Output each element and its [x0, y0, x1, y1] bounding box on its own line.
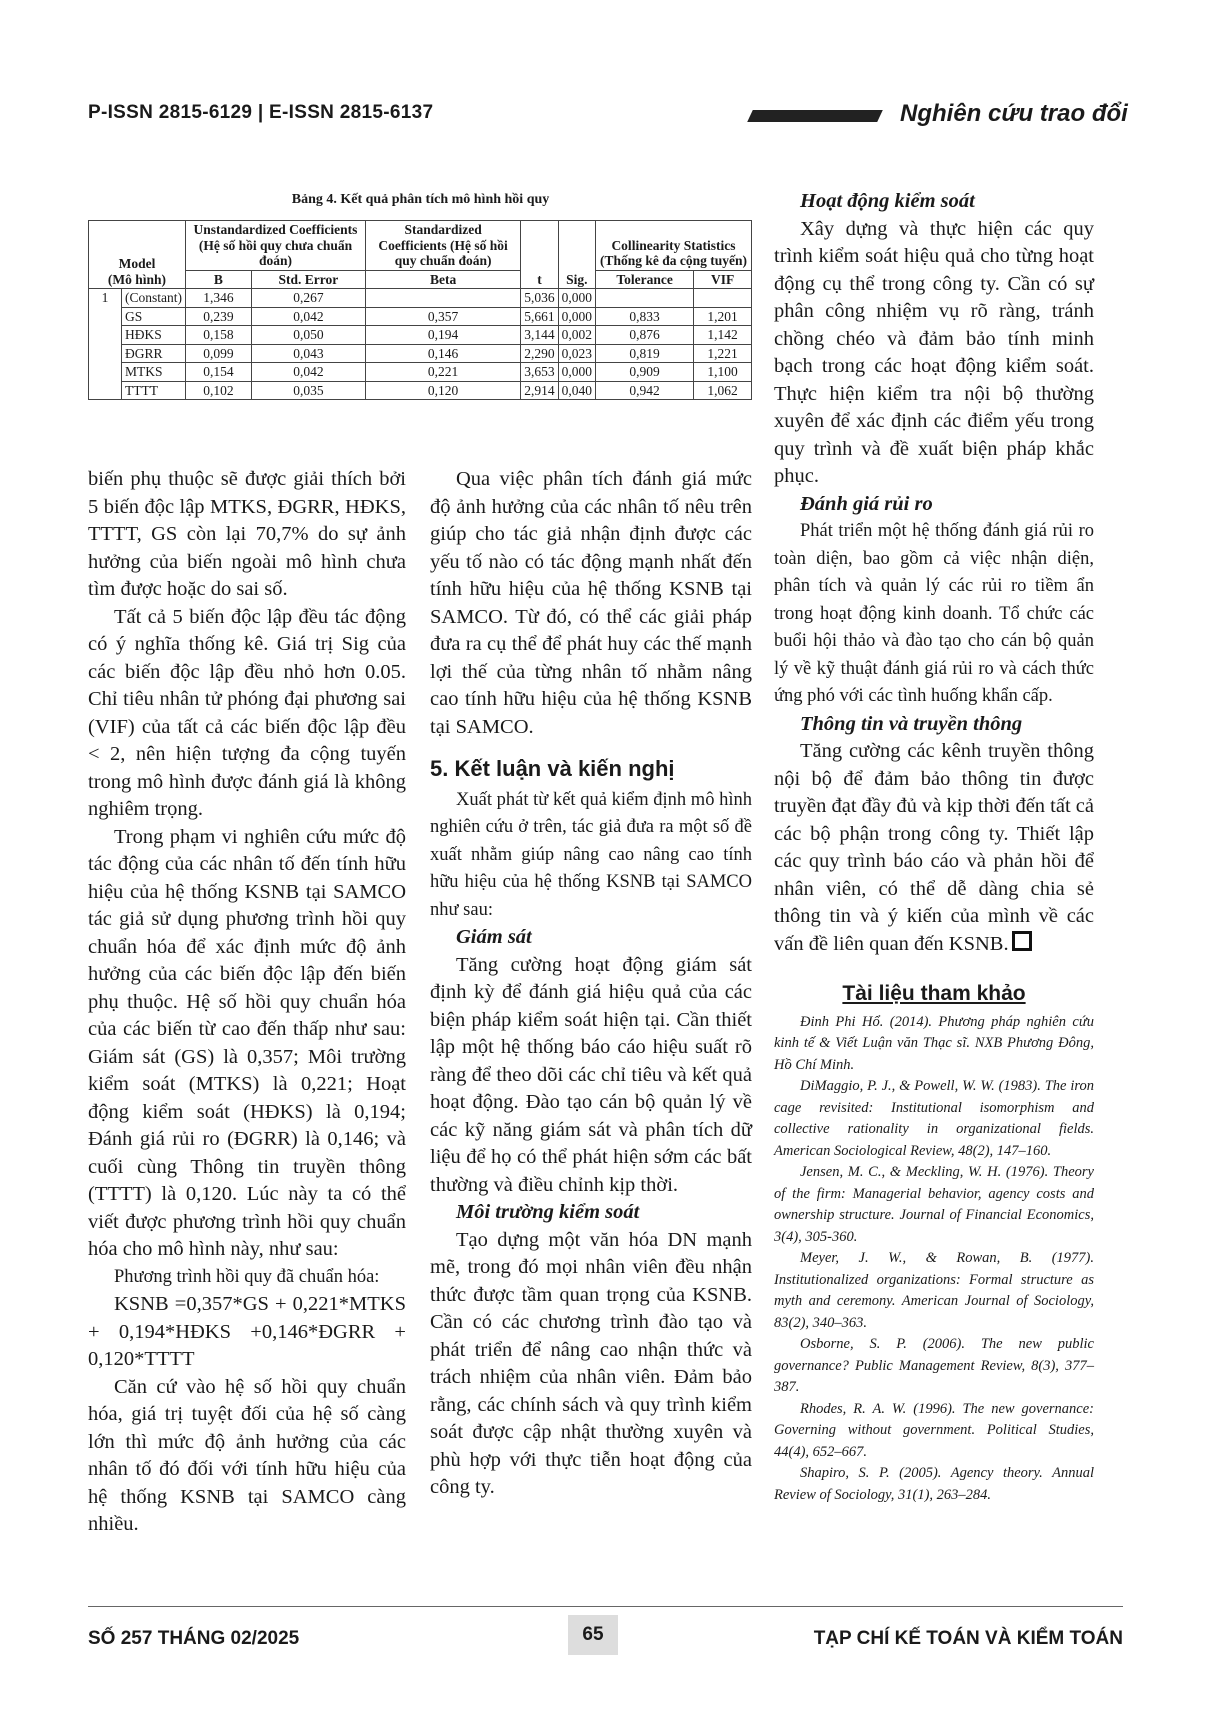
cell-tol [596, 289, 694, 308]
cell-se: 0,043 [251, 344, 365, 363]
paragraph: Tất cả 5 biến độc lập đều tác động có ý nghĩa thống kê. Giá trị Sig của các biến độc lập đều nhỏ hơn 0.05. Chỉ tiêu nhân tử phóng đại phương sai (VIF) của tất cả các biến độc lập đều < 2, nên hiện tượng đa cộng tuyến trong mô hình được đánh giá là không nghiêm trọng. [88, 605, 406, 820]
subheading: Hoạt động kiểm soát [800, 190, 975, 212]
column-3 [774, 188, 1094, 1506]
cell-t: 3,653 [521, 363, 558, 382]
model-header [89, 221, 186, 289]
beta-header: Beta [365, 270, 520, 289]
table-row [89, 307, 752, 326]
reference-item: Rhodes, R. A. W. (1996). The new governance: Governing without government. Political Studies, 44(4), 652–667. [774, 1400, 1094, 1460]
regression-table [88, 220, 752, 400]
cell-se: 0,035 [251, 381, 365, 400]
section-title: Nghiên cứu trao đổi [900, 100, 1128, 127]
paragraph: Trong phạm vi nghiên cứu mức độ tác động của các nhân tố đến tính hữu hiệu của hệ thống KSNB tại SAMCO tác giả sử dụng phương trình hồi quy chuẩn hóa để xác định mức độ ảnh hưởng của các biến độc lập đến biến phụ thuộc. Hệ số hồi quy chuẩn hóa của các biến từ cao đến thấp như sau: Giám sát (GS) là 0,357; Môi trường kiểm soát (MTKS) là 0,221; Hoạt động kiểm soát (HĐKS) là 0,194; Đánh giá rủi ro (ĐGRR) là 0,146; và cuối cùng Thông tin truyền thông (TTTT) là 0,120. Lúc này ta có thể viết được phương trình hồi quy chuẩn hóa cho mô hình này, như sau: [88, 825, 406, 1260]
paragraph [774, 738, 1094, 958]
cell-t: 3,144 [521, 326, 558, 345]
vif-header: VIF [694, 270, 752, 289]
cell-b: 0,102 [186, 381, 252, 400]
cell-t: 2,914 [521, 381, 558, 400]
model-number: 1 [89, 289, 122, 400]
se-header: Std. Error [251, 270, 365, 289]
cell-sig: 0,000 [558, 363, 595, 382]
cell-se: 0,042 [251, 363, 365, 382]
table-caption: Bảng 4. Kết quả phân tích mô hình hồi quy [291, 192, 550, 207]
paragraph: Tạo dựng một văn hóa DN mạnh mẽ, trong đó mọi nhân viên đều nhận thức được tầm quan trọng của KSNB. Cần có các chương trình đào tạo và phát triển để nâng cao nhận thức và trách nhiệm của nhân viên. Đảm bảo rằng, các chính sách và quy trình kiểm soát được cập nhật thường xuyên và phù hợp với thực tiễn hoạt động của công ty. [430, 1228, 752, 1498]
cell-sig: 0,002 [558, 326, 595, 345]
cell-sig: 0,023 [558, 344, 595, 363]
journal-name: TẠP CHÍ KẾ TOÁN VÀ KIỂM TOÁN [813, 1628, 1123, 1649]
sig-header: Sig. [558, 221, 595, 289]
cell-t: 5,661 [521, 307, 558, 326]
cell-b: 0,154 [186, 363, 252, 382]
model-label-vi: (Mô hình) [107, 271, 167, 287]
table-row [89, 289, 752, 308]
header-decor-bar [747, 110, 883, 122]
tolerance-header: Tolerance [596, 270, 694, 289]
reference-item: Jensen, M. C., & Meckling, W. H. (1976). Theory of the firm: Managerial behavior, agency costs and ownership structure. Journal of Financial Economics, 3(4), 305-360. [774, 1164, 1094, 1245]
table-row [89, 326, 752, 345]
paragraph: Tăng cường hoạt động giám sát định kỳ để đánh giá hiệu quả của các biện pháp kiểm soát hiện tại. Cần thiết lập một hệ thống báo cáo hiệu suất rõ ràng để theo dõi các chỉ tiêu và kết quả hoạt động. Đào tạo cán bộ quản lý về các kỹ năng giám sát và phân tích dữ liệu để họ có thể phát hiện sớm các bất thường và điều chỉnh kịp thời. [430, 953, 752, 1196]
cell-var: (Constant) [122, 289, 186, 308]
cell-beta [365, 289, 520, 308]
cell-vif: 1,201 [694, 307, 752, 326]
cell-var: HĐKS [122, 326, 186, 345]
cell-beta: 0,194 [365, 326, 520, 345]
cell-vif: 1,142 [694, 326, 752, 345]
unstd-header: Unstandardized Coefficients (Hệ số hồi quy chưa chuẩn đoán) [186, 221, 366, 271]
paragraph: Phương trình hồi quy đã chuẩn hóa: [114, 1266, 380, 1287]
cell-b: 0,099 [186, 344, 252, 363]
cell-se: 0,042 [251, 307, 365, 326]
cell-sig: 0,040 [558, 381, 595, 400]
paragraph-text: Tăng cường các kênh truyền thông nội bộ để đảm bảo thông tin được truyền đạt đầy đủ và kịp thời đến tất cả các bộ phận trong công ty. Thiết lập các quy trình báo cáo và phản hồi để nhân viên, có thể dễ dàng chia sẻ thông tin và ý kiến của mình về các vấn đề liên quan đến KSNB. [774, 740, 1094, 955]
end-mark-icon [1012, 931, 1032, 951]
b-header: B [186, 270, 252, 289]
cell-vif [694, 289, 752, 308]
page-number: 65 [568, 1615, 618, 1655]
column-2 [430, 466, 752, 1502]
paragraph: Phát triển một hệ thống đánh giá rủi ro toàn diện, bao gồm cả việc nhận diện, phân tích và quản lý các rủi ro tiềm ẩn trong hoạt động kinh doanh. Tổ chức các buổi hội thảo và đào tạo cho cán bộ quản lý về kỹ thuật đánh giá rủi ro và cách thức ứng phó với các tình huống khẩn cấp. [774, 521, 1094, 706]
footer-divider [88, 1606, 1123, 1607]
std-header: Standardized Coefficients (Hệ số hồi quy chuẩn đoán) [365, 221, 520, 271]
cell-vif: 1,100 [694, 363, 752, 382]
reference-item: Osborne, S. P. (2006). The new public governance? Public Management Review, 8(3), 377–387. [774, 1336, 1094, 1395]
regression-equation: KSNB =0,357*GS + 0,221*MTKS + 0,194*HĐKS +0,146*ĐGRR + 0,120*TTTT [88, 1293, 406, 1370]
reference-item: Đinh Phi Hổ. (2014). Phương pháp nghiên cứu kinh tế & Viết Luận văn Thạc sĩ. NXB Phương Đông, Hồ Chí Minh. [774, 1013, 1094, 1073]
subheading: Đánh giá rủi ro [800, 492, 933, 515]
table-row [89, 363, 752, 382]
section-heading: 5. Kết luận và kiến nghị [430, 756, 675, 781]
cell-t: 5,036 [521, 289, 558, 308]
cell-var: MTKS [122, 363, 186, 382]
cell-b: 0,239 [186, 307, 252, 326]
cell-beta: 0,120 [365, 381, 520, 400]
subheading: Thông tin và truyền thông [800, 712, 1023, 735]
reference-item: DiMaggio, P. J., & Powell, W. W. (1983). The iron cage revisited: Institutional isomorphism and collective rationality in organizational fields. American Sociological Review, 48(2), 147–160. [774, 1078, 1094, 1159]
table-row [89, 344, 752, 363]
cell-beta: 0,146 [365, 344, 520, 363]
cell-vif: 1,221 [694, 344, 752, 363]
collinearity-header: Collinearity Statistics (Thống kê đa cộng tuyến) [596, 221, 752, 271]
cell-sig: 0,000 [558, 307, 595, 326]
cell-beta: 0,221 [365, 363, 520, 382]
cell-se: 0,050 [251, 326, 365, 345]
subheading: Môi trường kiểm soát [456, 1201, 640, 1223]
cell-var: ĐGRR [122, 344, 186, 363]
paragraph: biến phụ thuộc sẽ được giải thích bởi 5 biến độc lập MTKS, ĐGRR, HĐKS, TTTT, GS còn lại 70,7% do sự ảnh hưởng của biến ngoài mô hình chưa tìm được hoặc do sai số. [88, 468, 406, 600]
issn-header: P-ISSN 2815-6129 | E-ISSN 2815-6137 [88, 102, 434, 123]
cell-b: 1,346 [186, 289, 252, 308]
subheading: Giám sát [456, 926, 532, 948]
cell-vif: 1,062 [694, 381, 752, 400]
cell-tol: 0,876 [596, 326, 694, 345]
table-row [89, 381, 752, 400]
cell-var: TTTT [122, 381, 186, 400]
paragraph: Xây dựng và thực hiện các quy trình kiểm soát hiệu quả cho từng hoạt động cụ thể trong công ty. Cần có sự phân công nhiệm vụ rõ ràng, tránh chồng chéo và đảm bảo tính minh bạch trong các hoạt động kiểm soát. Thực hiện kiểm tra nội bộ thường xuyên để xác định các điểm yếu trong quy trình và đề xuất biện pháp khắc phục. [774, 217, 1094, 487]
references-title: Tài liệu tham khảo [842, 982, 1026, 1005]
cell-beta: 0,357 [365, 307, 520, 326]
reference-item: Meyer, J. W., & Rowan, B. (1977). Institutionalized organizations: Formal structure as myth and ceremony. American Journal of Sociology, 83(2), 340–363. [774, 1250, 1094, 1331]
model-label: Model [118, 256, 156, 272]
cell-var: GS [122, 307, 186, 326]
t-header: t [521, 221, 558, 289]
cell-t: 2,290 [521, 344, 558, 363]
paragraph: Qua việc phân tích đánh giá mức độ ảnh hưởng của các nhân tố nêu trên giúp cho tác giả nhận định được các yếu tố nào có tác động mạnh nhất đến tính hữu hiệu của hệ thống KSNB tại SAMCO. Từ đó, có thể các giải pháp đưa ra cụ thể để phát huy các thế mạnh lợi thế của từng nhân tố nhằm nâng cao tính hữu hiệu của hệ thống KSNB tại SAMCO. [430, 468, 752, 738]
cell-tol: 0,833 [596, 307, 694, 326]
column-1 [88, 466, 406, 1539]
reference-item: Shapiro, S. P. (2005). Agency theory. Annual Review of Sociology, 31(1), 263–284. [774, 1465, 1094, 1503]
cell-b: 0,158 [186, 326, 252, 345]
cell-tol: 0,909 [596, 363, 694, 382]
cell-se: 0,267 [251, 289, 365, 308]
paragraph: Xuất phát từ kết quả kiểm định mô hình nghiên cứu ở trên, tác giả đưa ra một số đề xuất nhằm giúp nâng cao nâng cao tính hữu hiệu của hệ thống KSNB tại SAMCO như sau: [430, 789, 752, 920]
cell-sig: 0,000 [558, 289, 595, 308]
cell-tol: 0,942 [596, 381, 694, 400]
issue-label: SỐ 257 THÁNG 02/2025 [88, 1628, 300, 1649]
paragraph: Căn cứ vào hệ số hồi quy chuẩn hóa, giá trị tuyệt đối của hệ số càng lớn thì mức độ ảnh hưởng của các nhân tố đó đối với tính hữu hiệu của hệ thống KSNB tại SAMCO càng nhiều. [88, 1375, 406, 1535]
cell-tol: 0,819 [596, 344, 694, 363]
